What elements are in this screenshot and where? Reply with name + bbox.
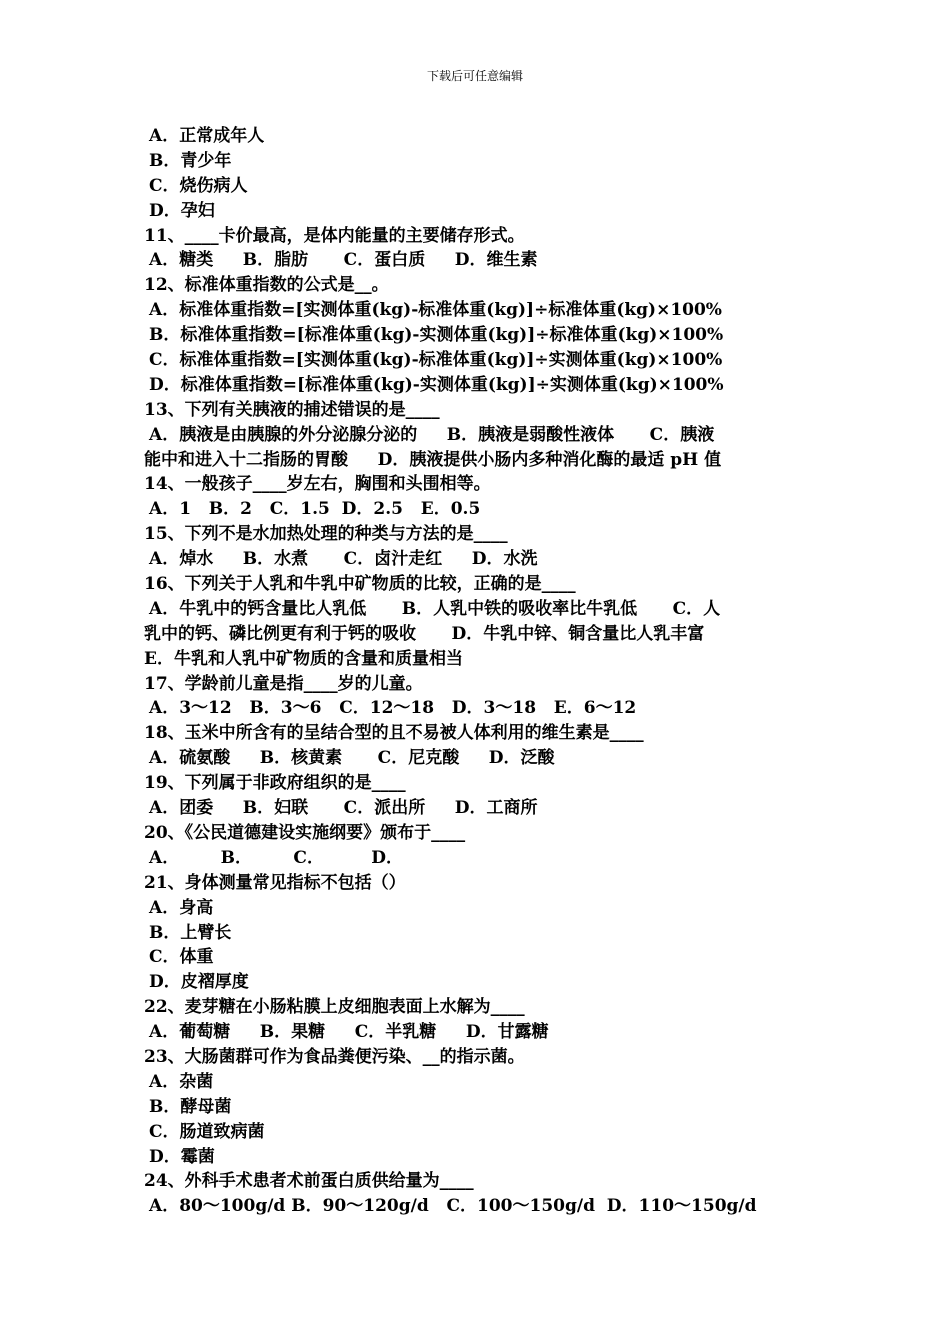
answer-option-line: C．肠道致病菌	[149, 1121, 265, 1142]
answer-option-line: B．青少年	[149, 150, 232, 171]
answer-option-line: C．烧伤病人	[149, 175, 248, 196]
question-line: 11、____卡价最高，是体内能量的主要储存形式。	[144, 225, 525, 246]
answer-option-line: B．酵母菌	[149, 1096, 232, 1117]
question-line: 乳中的钙、磷比例更有利于钙的吸收 D．牛乳中锌、铜含量比人乳丰富	[144, 623, 705, 644]
answer-option-line: A． B． C． D．	[149, 847, 404, 868]
answer-option-line: C．标准体重指数=[实测体重(kg)-标准体重(kg)]÷实测体重(kg)×100%	[149, 350, 723, 371]
answer-option-line: A．团委 B．妇联 C．派出所 D．工商所	[149, 798, 538, 819]
question-line: 18、玉米中所含有的呈结合型的且不易被人体利用的维生素是____	[144, 723, 644, 744]
question-line: 21、身体测量常见指标不包括（）	[144, 872, 406, 893]
page-header: 下载后可任意编辑	[426, 69, 523, 83]
question-line: 15、下列不是水加热处理的种类与方法的是____	[144, 524, 508, 545]
question-line: 17、学龄前儿童是指____岁的儿童。	[144, 673, 423, 694]
answer-option-line: A．身高	[149, 897, 214, 918]
answer-option-line: A．胰液是由胰腺的外分泌腺分泌的 B．胰液是弱酸性液体 C．胰液	[149, 424, 715, 445]
question-line: 14、一般孩子____岁左右，胸围和头围相等。	[144, 474, 491, 495]
question-line: 24、外科手术患者术前蛋白质供给量为____	[144, 1171, 474, 1192]
answer-option-line: A．糖类 B．脂肪 C．蛋白质 D．维生素	[149, 250, 538, 271]
answer-option-line: B．标准体重指数=[标准体重(kg)-实测体重(kg)]÷标准体重(kg)×100%	[149, 325, 724, 346]
question-line: 能中和进入十二指肠的胃酸 D．胰液提供小肠内多种消化酶的最适 pH 值	[144, 449, 722, 470]
question-line: 13、下列有关胰液的捕述错误的是____	[144, 399, 440, 420]
answer-option-line: D．霉菌	[149, 1146, 215, 1167]
question-line: 16、下列关于人乳和牛乳中矿物质的比较，正确的是____	[144, 574, 576, 595]
question-line: 23、大肠菌群可作为食品粪便污染、__的指示菌。	[144, 1046, 525, 1067]
question-line: 19、下列属于非政府组织的是____	[144, 773, 406, 794]
question-line: E．牛乳和人乳中矿物质的含量和质量相当	[144, 648, 463, 669]
answer-option-line: D．孕妇	[149, 200, 215, 221]
answer-option-line: A．1 B．2 C．1.5 D．2.5 E．0.5	[149, 499, 481, 520]
answer-option-line: A．硫氨酸 B．核黄素 C．尼克酸 D．泛酸	[149, 748, 555, 769]
question-line: 22、麦芽糖在小肠粘膜上皮细胞表面上水解为____	[144, 997, 525, 1018]
answer-option-line: A．葡萄糖 B．果糖 C．半乳糖 D．甘露糖	[149, 1022, 549, 1043]
answer-option-line: A．80～100g/d B．90～120g/d C．100～150g/d D．110～150g/d	[149, 1196, 757, 1217]
answer-option-line: A．正常成年人	[149, 126, 265, 146]
answer-option-line: A．焯水 B．水煮 C．卤汁走红 D．水洗	[149, 549, 538, 570]
answer-option-line: A．杂菌	[149, 1071, 214, 1092]
question-line: 12、标准体重指数的公式是__。	[144, 275, 389, 296]
answer-option-line: D．标准体重指数=[标准体重(kg)-实测体重(kg)]÷实测体重(kg)×100%	[149, 374, 724, 395]
answer-option-line: A．牛乳中的钙含量比人乳低 B．人乳中铁的吸收率比牛乳低 C．人	[149, 598, 721, 619]
answer-option-line: A．标准体重指数=[实测体重(kg)-标准体重(kg)]÷标准体重(kg)×100%	[149, 300, 722, 321]
answer-option-line: C．体重	[149, 947, 214, 968]
question-list	[144, 124, 814, 1219]
answer-option-line: A．3～12 B．3～6 C．12～18 D．3～18 E．6～12	[149, 698, 637, 719]
answer-option-line: D．皮褶厚度	[149, 972, 249, 993]
answer-option-line: B．上臂长	[149, 922, 232, 943]
question-line: 20、《公民道德建设实施纲要》颁布于____	[144, 822, 466, 843]
